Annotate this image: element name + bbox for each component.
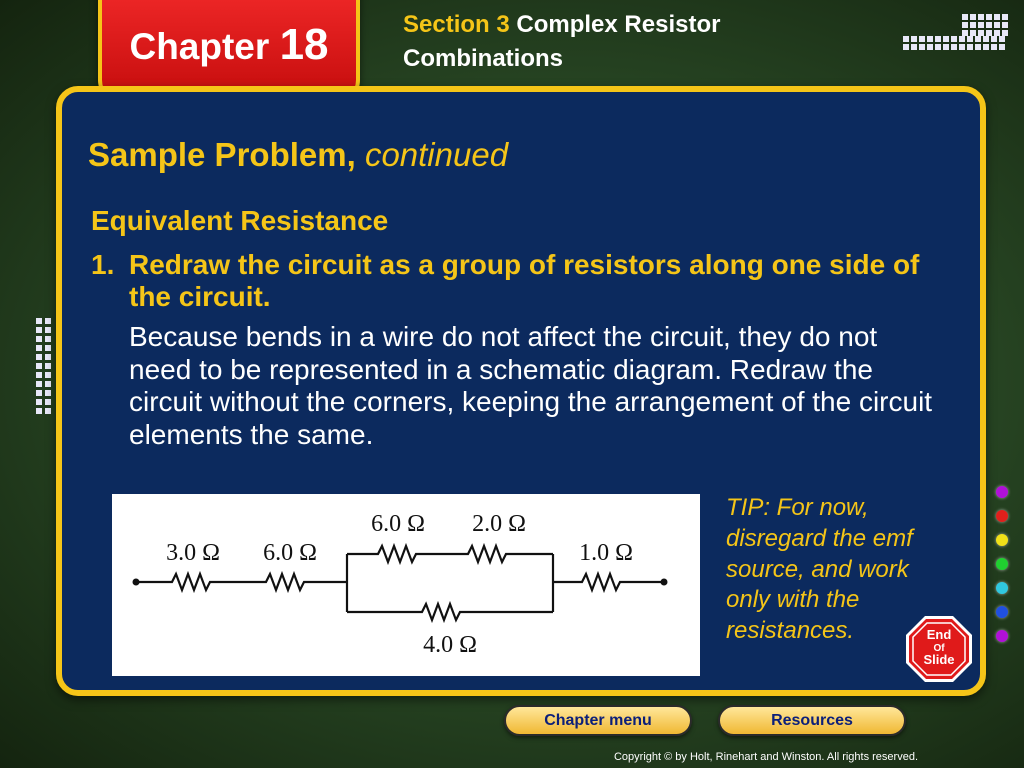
- terminal-left: [133, 579, 140, 586]
- body-text: Because bends in a wire do not affect the circuit, they do not need to be represented in a schematic diagram. Redraw the circuit without the corners, keeping the arrangement of the circuit elements the same.: [129, 321, 933, 450]
- side-dot[interactable]: [996, 558, 1008, 570]
- section-label: Section 3: [403, 11, 510, 38]
- copyright: Copyright © by Holt, Rinehart and Winston. All rights reserved.: [613, 751, 918, 763]
- end-slide-line2: Of: [933, 643, 945, 654]
- chapter-word: Chapter: [129, 26, 270, 67]
- end-of-slide-button[interactable]: [905, 615, 973, 683]
- slide-headline: Sample Problem, continued: [88, 136, 509, 173]
- section-title: [403, 8, 803, 76]
- decorative-grid-row: [903, 36, 1005, 50]
- decorative-grid-top: [962, 14, 1008, 36]
- chapter-number: 18: [279, 20, 329, 69]
- resources-button[interactable]: Resources: [718, 705, 906, 736]
- section-name: Complex Resistor Combinations: [403, 11, 721, 72]
- label-r6: 4.0 Ω: [423, 632, 477, 658]
- circuit-schematic: [112, 494, 700, 676]
- label-r5: 1.0 Ω: [579, 540, 633, 566]
- end-slide-line3: Slide: [923, 652, 955, 667]
- tip-text: TIP: For now, disregard the emf source, and work only with the resistances.: [726, 494, 913, 645]
- step-1: [91, 249, 931, 313]
- side-dot[interactable]: [996, 582, 1008, 594]
- side-dot[interactable]: [996, 630, 1008, 642]
- subheading: Equivalent Resistance: [91, 205, 389, 236]
- decorative-grid-left: [36, 318, 51, 414]
- step-number: 1.: [91, 249, 115, 280]
- side-dot[interactable]: [996, 534, 1008, 546]
- resistor-r3-r4: [347, 546, 553, 562]
- side-dot[interactable]: [996, 606, 1008, 618]
- side-dot[interactable]: [996, 486, 1008, 498]
- side-dot[interactable]: [996, 510, 1008, 522]
- headline-continued: continued: [364, 136, 509, 173]
- circuit-diagram: [112, 494, 700, 676]
- label-r1: 3.0 Ω: [166, 540, 220, 566]
- step-text: Redraw the circuit as a group of resistors along one side of the circuit.: [129, 249, 920, 312]
- label-r3: 6.0 Ω: [371, 511, 425, 537]
- label-r2: 6.0 Ω: [263, 540, 317, 566]
- end-slide-line1: End: [926, 627, 952, 642]
- label-r4: 2.0 Ω: [472, 511, 526, 537]
- terminal-right: [661, 579, 668, 586]
- chapter-menu-button[interactable]: Chapter menu: [504, 705, 692, 736]
- resistor-r6: [347, 604, 553, 620]
- resistor-r5: [553, 574, 664, 590]
- resistor-r1: [136, 574, 347, 590]
